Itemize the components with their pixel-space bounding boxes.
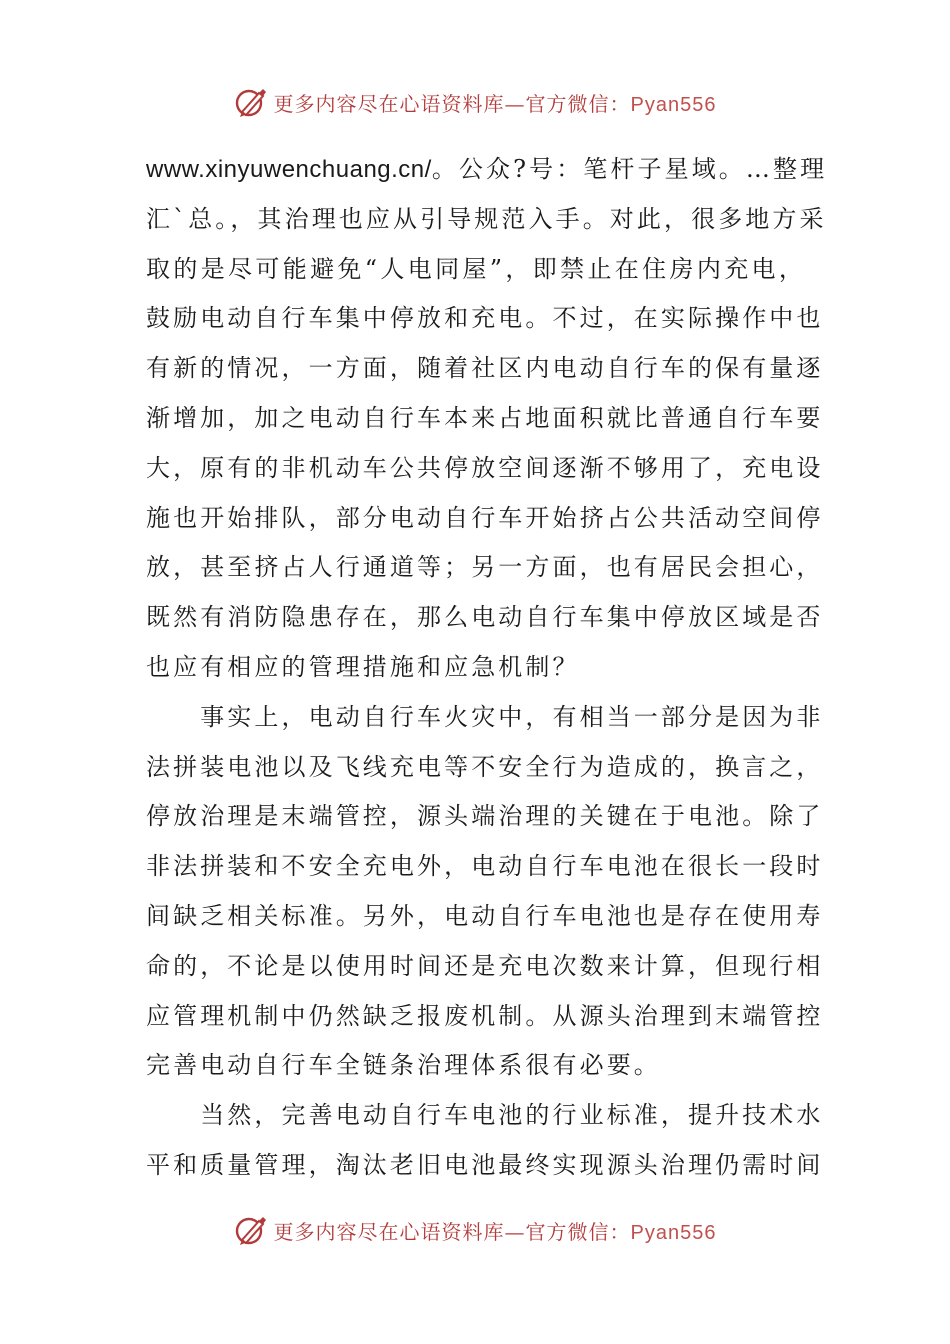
text-line: 命的，不论是以使用时间还是充电次数来计算，但现行相	[146, 951, 824, 980]
text-line: 应管理机制中仍然缺乏报废机制。从源头治理到末端管控	[146, 1001, 824, 1030]
text-line: 放，甚至挤占人行通道等；另一方面，也有居民会担心，	[146, 553, 824, 582]
website-url: www.xinyuwenchuang.cn/	[146, 156, 432, 183]
text-line: 停放治理是末端管控，源头端治理的关键在于电池。除了	[146, 802, 824, 831]
pen-logo-icon	[234, 1213, 268, 1247]
text-line: 施也开始排队，部分电动自行车开始挤占公共活动空间停	[146, 503, 824, 532]
document-body	[146, 145, 828, 1191]
text-line: 鼓励电动自行车集中停放和充电。不过，在实际操作中也	[146, 304, 824, 333]
text-line: 完善电动自行车全链条治理体系很有必要。	[146, 1051, 661, 1080]
banner-label: 更多内容尽在心语资料库—官方微信：	[273, 91, 631, 116]
text-line: 既然有消防隐患存在，那么电动自行车集中停放区域是否	[146, 603, 824, 632]
text-line: 有新的情况，一方面，随着社区内电动自行车的保有量逐	[146, 354, 824, 383]
wechat-id: Pyan556	[630, 1221, 717, 1244]
pen-logo-icon	[234, 85, 268, 119]
text-line: 平和质量管理，淘汰老旧电池最终实现源头治理仍需时间	[146, 1150, 824, 1179]
text-line: 间缺乏相关标准。另外，电动自行车电池也是存在使用寿	[146, 901, 824, 930]
footer-banner	[0, 1210, 950, 1250]
text-line: 渐增加，加之电动自行车本来占地面积就比普通自行车要	[146, 403, 824, 432]
header-banner	[0, 82, 950, 122]
paragraph	[146, 693, 824, 1091]
text-line: 事实上，电动自行车火灾中，有相当一部分是因为非	[146, 702, 824, 731]
banner-text	[274, 88, 717, 117]
text-line: 大，原有的非机动车公共停放空间逐渐不够用了，充电设	[146, 453, 824, 482]
text-line: 汇`总。，其治理也应从引导规范入手。对此，很多地方采	[146, 204, 827, 233]
paragraph	[146, 145, 828, 693]
banner-label: 更多内容尽在心语资料库—官方微信：	[273, 1219, 631, 1244]
text-line: 当然，完善电动自行车电池的行业标准，提升技术水	[146, 1101, 824, 1130]
paragraph	[146, 1091, 824, 1191]
text-line: 取的是尽可能避免“人电同屋”，即禁止在住房内充电，	[146, 254, 806, 283]
banner-text	[274, 1216, 717, 1245]
text-line	[146, 145, 828, 195]
wechat-id: Pyan556	[630, 93, 717, 116]
text-line: 法拼装电池以及飞线充电等不安全行为造成的，换言之，	[146, 752, 824, 781]
line-text: 。公众?号：笔杆子星域。…整理	[431, 155, 828, 183]
text-line: 非法拼装和不安全充电外，电动自行车电池在很长一段时	[146, 852, 824, 881]
text-line: 也应有相应的管理措施和应急机制？	[146, 652, 580, 681]
